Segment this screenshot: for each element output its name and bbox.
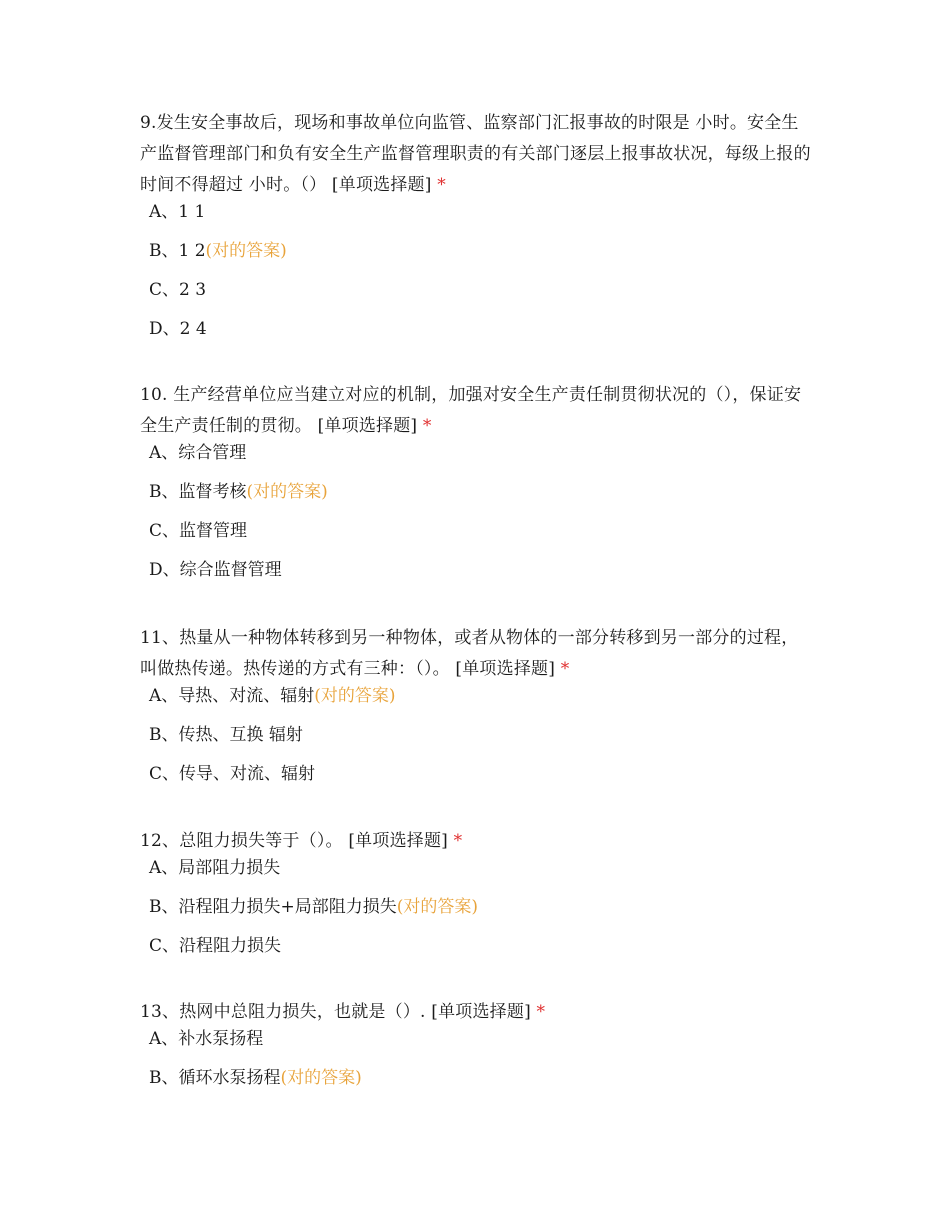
option-label: C、监督管理 — [149, 521, 248, 541]
question-text — [140, 826, 815, 857]
option-a — [140, 1028, 815, 1067]
option-label: A、导热、对流、辐射 — [149, 686, 315, 706]
option-label: C、2 3 — [149, 280, 207, 300]
option-a — [140, 442, 815, 481]
option-label: C、传导、对流、辐射 — [149, 764, 316, 784]
option-label: B、传热、互换 辐射 — [149, 725, 303, 745]
question-11 — [140, 623, 815, 802]
question-10 — [140, 380, 815, 598]
question-stem: 9.发生安全事故后，现场和事故单位向监管、监察部门汇报事故的时限是 小时。安全生产监督管理部门和负有安全生产监督管理职责的有关部门逐层上报事故状况，每级上报的时间不得超过 小时。（） [单项选择题] — [140, 113, 811, 195]
option-label: B、沿程阻力损失+局部阻力损失 — [149, 897, 397, 917]
option-label: B、1 2 — [149, 241, 206, 261]
question-text — [140, 997, 815, 1028]
option-d — [140, 559, 815, 598]
question-12 — [140, 826, 815, 974]
option-label: B、监督考核 — [149, 482, 247, 502]
option-label: A、补水泵扬程 — [149, 1029, 264, 1049]
correct-answer-mark: (对的答案) — [280, 1068, 362, 1088]
option-b — [140, 1067, 815, 1106]
correct-answer-mark: (对的答案) — [246, 482, 328, 502]
option-c — [140, 520, 815, 559]
required-marker: * — [536, 1002, 546, 1022]
option-label: A、综合管理 — [149, 443, 247, 463]
correct-answer-mark: (对的答案) — [314, 686, 396, 706]
question-text — [140, 380, 815, 442]
option-label: D、综合监督管理 — [149, 560, 282, 580]
option-a — [140, 201, 815, 240]
correct-answer-mark: (对的答案) — [396, 897, 479, 917]
question-9 — [140, 108, 815, 357]
option-a — [140, 857, 815, 896]
option-d — [140, 318, 815, 357]
question-stem: 10. 生产经营单位应当建立对应的机制，加强对安全生产责任制贯彻状况的（），保证安全生产责任制的贯彻。 [单项选择题] — [140, 385, 802, 436]
option-b — [140, 481, 815, 520]
option-label: C、沿程阻力损失 — [149, 936, 282, 956]
required-marker: * — [560, 659, 570, 679]
question-13 — [140, 997, 815, 1106]
option-label: A、局部阻力损失 — [149, 858, 281, 878]
question-text — [140, 108, 815, 201]
question-text — [140, 623, 815, 685]
required-marker: * — [422, 416, 432, 436]
option-label: A、1 1 — [149, 202, 206, 222]
question-stem: 12、总阻力损失等于（）。 [单项选择题] — [140, 831, 448, 851]
option-b — [140, 240, 815, 279]
option-c — [140, 763, 815, 802]
option-label: D、2 4 — [149, 319, 207, 339]
option-c — [140, 935, 815, 974]
question-stem: 11、热量从一种物体转移到另一种物体，或者从物体的一部分转移到另一部分的过程，叫做热传递。热传递的方式有三种：（）。 [单项选择题] — [140, 628, 799, 679]
option-b — [140, 724, 815, 763]
option-b — [140, 896, 815, 935]
option-label: B、循环水泵扬程 — [149, 1068, 281, 1088]
correct-answer-mark: (对的答案) — [205, 241, 287, 261]
required-marker: * — [453, 831, 463, 851]
option-c — [140, 279, 815, 318]
required-marker: * — [437, 175, 446, 195]
question-stem: 13、热网中总阻力损失，也就是（）. [单项选择题] — [140, 1002, 531, 1022]
option-a — [140, 685, 815, 724]
